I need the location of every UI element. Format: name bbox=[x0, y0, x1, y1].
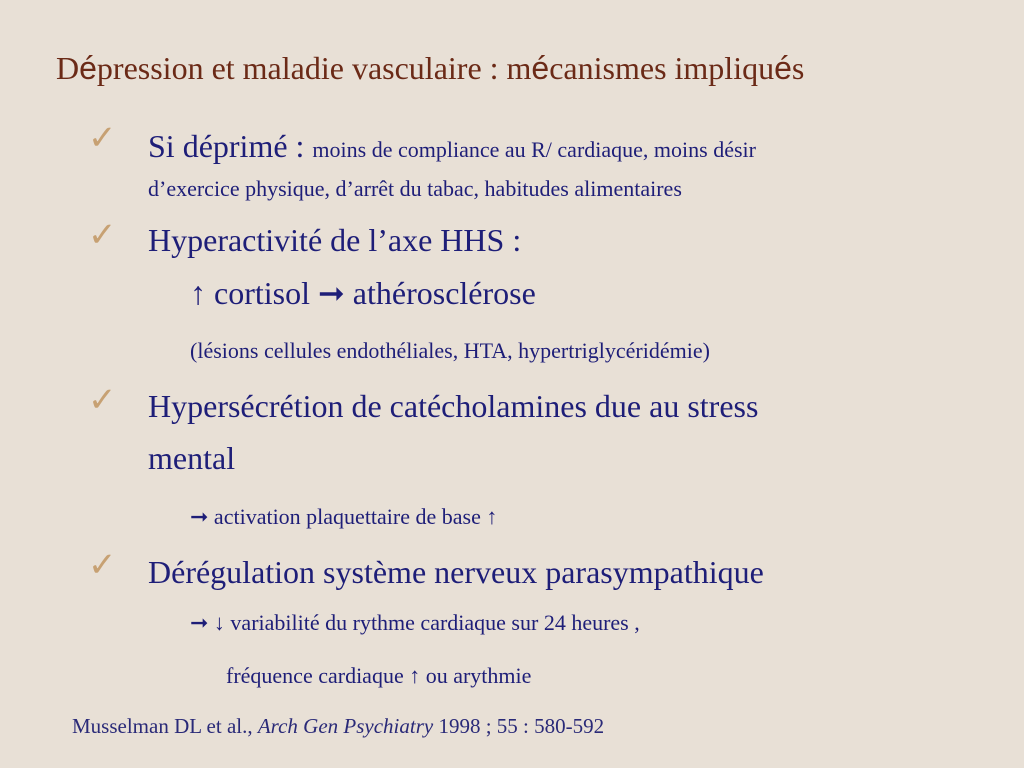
title-part: é bbox=[79, 50, 97, 86]
bullet-1-detail: moins de compliance au R/ cardiaque, moins désir bbox=[312, 137, 756, 162]
reference-authors: Musselman DL et al., bbox=[72, 714, 258, 738]
check-mark-icon: ✓ bbox=[88, 547, 117, 584]
title-part: é bbox=[774, 50, 792, 86]
title-part: s bbox=[791, 50, 805, 86]
bullet-4-heading: Dérégulation système nerveux parasympathique bbox=[148, 554, 764, 590]
bullet-1-line-1 bbox=[148, 128, 756, 165]
bullet-3-heading-line-2: mental bbox=[148, 440, 236, 476]
reference bbox=[72, 714, 604, 739]
bullet-2-sub-2: (lésions cellules endothéliales, HTA, hypertriglycéridémie) bbox=[190, 338, 710, 363]
title-part: canismes impliqu bbox=[549, 50, 775, 86]
bullet-3-sub-1: ➞ activation plaquettaire de base ↑ bbox=[190, 504, 498, 529]
slide-title bbox=[56, 50, 804, 87]
bullet-3-heading: Hypersécrétion de catécholamines due au stress bbox=[148, 388, 759, 424]
title-part: pression et maladie vasculaire : m bbox=[96, 50, 532, 86]
reference-journal: Arch Gen Psychiatry bbox=[257, 714, 434, 738]
bullet-2-sub-1: ↑ cortisol ➞ athérosclérose bbox=[190, 275, 536, 311]
bullet-1-heading: Si déprimé : bbox=[148, 128, 313, 164]
check-mark-icon: ✓ bbox=[88, 382, 117, 419]
bullet-2-heading: Hyperactivité de l’axe HHS : bbox=[148, 222, 522, 258]
bullet-1-detail-line-2: d’exercice physique, d’arrêt du tabac, habitudes alimentaires bbox=[148, 176, 682, 201]
check-mark-icon: ✓ bbox=[88, 217, 117, 254]
check-mark-icon: ✓ bbox=[88, 120, 117, 157]
bullet-4-sub-2: fréquence cardiaque ↑ ou arythmie bbox=[226, 663, 532, 688]
title-part: D bbox=[56, 50, 80, 86]
title-part: é bbox=[531, 50, 550, 86]
reference-citation: 1998 ; 55 : 580-592 bbox=[433, 714, 605, 738]
bullet-4-sub-1: ➞ ↓ variabilité du rythme cardiaque sur 24 heures , bbox=[190, 610, 640, 635]
